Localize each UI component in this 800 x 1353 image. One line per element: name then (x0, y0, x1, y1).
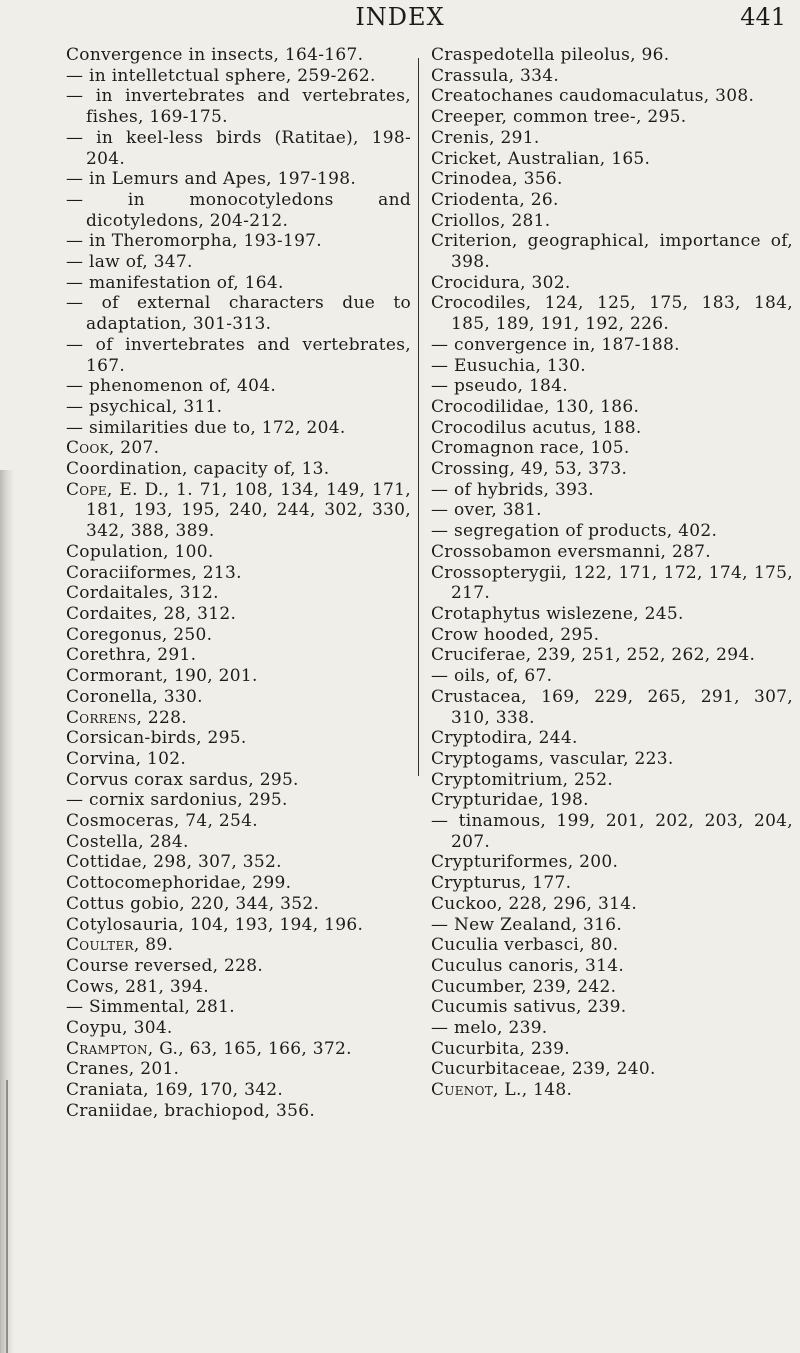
index-entry: Crustacea, 169, 229, 265, 291, 307, 310, 338. (431, 686, 793, 728)
index-entry: — segregation of products, 402. (431, 521, 718, 542)
index-entry: Corvina, 102. (66, 748, 187, 769)
index-entry: — in monocotyledons and dicotyledons, 204-212. (66, 189, 411, 231)
index-entry: Cucumber, 239, 242. (431, 976, 617, 997)
index-entry: — of external characters due to adaptation, 301-313. (66, 293, 411, 335)
index-entry: Cuculus canoris, 314. (431, 955, 625, 976)
index-entry: Cromagnon race, 105. (431, 438, 630, 459)
index-entry: Cuckoo, 228, 296, 314. (431, 893, 638, 914)
index-entry: — melo, 239. (431, 1018, 548, 1039)
index-entry: Corethra, 291. (66, 645, 197, 666)
index-entry: Cuenot, L., 148. (431, 1080, 573, 1101)
index-entry: Cruciferae, 239, 251, 252, 262, 294. (431, 645, 756, 666)
index-entry: Crampton, G., 63, 165, 166, 372. (66, 1038, 352, 1059)
index-entry: Criollos, 281. (431, 210, 551, 231)
index-entry: Cryptomitrium, 252. (431, 769, 614, 790)
index-entry: Cricket, Australian, 165. (431, 148, 651, 169)
index-entry: Cryptodira, 244. (431, 728, 578, 749)
index-entry: Convergence in insects, 164-167. (66, 45, 364, 65)
index-entry: Crenis, 291. (431, 127, 540, 148)
page-title: INDEX (355, 3, 445, 31)
index-entry: — manifestation of, 164. (66, 272, 284, 293)
index-entry: Crinodea, 356. (431, 169, 563, 190)
index-entry: Cottus gobio, 220, 344, 352. (66, 893, 320, 914)
index-entry: Cormorant, 190, 201. (66, 666, 258, 687)
index-entry: Cottidae, 298, 307, 352. (66, 852, 282, 873)
index-entry: Cucurbita, 239. (431, 1038, 570, 1059)
index-entry: Crocodilus acutus, 188. (431, 417, 642, 438)
index-entry: — Simmental, 281. (66, 997, 235, 1018)
index-entry: Craniidae, brachiopod, 356. (66, 1100, 316, 1121)
index-entry: — law of, 347. (66, 252, 193, 273)
index-entry: Cottocomephoridae, 299. (66, 873, 292, 894)
index-entry: Cordaitales, 312. (66, 583, 219, 604)
index-entry: — over, 381. (431, 500, 542, 521)
index-column-right (431, 45, 793, 1101)
index-entry: — pseudo, 184. (431, 376, 568, 397)
index-entry: Cope, E. D., 1. 71, 108, 134, 149, 171, 181, 193, 195, 240, 244, 302, 330, 342, 388, 389. (66, 479, 411, 542)
index-entry: Crocidura, 302. (431, 272, 571, 293)
index-entry: Copulation, 100. (66, 541, 214, 562)
index-entry: — cornix sardonius, 295. (66, 790, 288, 811)
index-entry: Cordaites, 28, 312. (66, 603, 237, 624)
index-entry: Corvus corax sardus, 295. (66, 769, 299, 790)
index-entry: Course reversed, 228. (66, 955, 264, 976)
index-entry: — in keel-less birds (Ratitae), 198-204. (66, 127, 411, 169)
index-entry: Crow hooded, 295. (431, 624, 600, 645)
index-entry: — of hybrids, 393. (431, 479, 594, 500)
index-entry: Crossopterygii, 122, 171, 172, 174, 175, 217. (431, 562, 793, 604)
index-entry: — of invertebrates and vertebrates, 167. (66, 334, 411, 376)
index-entry: — phenomenon of, 404. (66, 376, 277, 397)
index-entry: Corsican-birds, 295. (66, 728, 247, 749)
index-entry: — tinamous, 199, 201, 202, 203, 204, 207. (431, 811, 793, 852)
index-entry: Coraciiformes, 213. (66, 562, 242, 583)
index-entry: Cryptogams, vascular, 223. (431, 748, 674, 769)
index-entry: Crocodilidae, 130, 186. (431, 396, 640, 417)
index-entry: — psychical, 311. (66, 396, 223, 417)
index-entry: Cuculia verbasci, 80. (431, 935, 619, 956)
index-entry: — Eusuchia, 130. (431, 355, 586, 376)
index-entry: Coregonus, 250. (66, 624, 213, 645)
page-edge-line (6, 1080, 8, 1353)
index-column-left (66, 45, 411, 1122)
index-entry: Cotylosauria, 104, 193, 194, 196. (66, 914, 364, 935)
index-entry: Crypturus, 177. (431, 873, 572, 894)
index-entry: Cows, 281, 394. (66, 976, 209, 997)
index-entry: Cucurbitaceae, 239, 240. (431, 1059, 656, 1080)
index-entry: Criterion, geographical, importance of, 398. (431, 231, 793, 273)
index-entry: — in Lemurs and Apes, 197-198. (66, 169, 357, 190)
index-entry: Cucumis sativus, 239. (431, 997, 627, 1018)
index-entry: — similarities due to, 172, 204. (66, 417, 346, 438)
index-entry: — convergence in, 187-188. (431, 334, 680, 355)
index-entry: Creatochanes caudomaculatus, 308. (431, 86, 755, 107)
page-header (0, 3, 800, 33)
index-entry: Cosmoceras, 74, 254. (66, 811, 258, 832)
index-entry: Crassula, 334. (431, 65, 560, 86)
index-entry: Crotaphytus wislezene, 245. (431, 603, 684, 624)
index-entry: Cranes, 201. (66, 1059, 180, 1080)
index-entry: Correns, 228. (66, 707, 187, 728)
index-entry: Craniata, 169, 170, 342. (66, 1080, 284, 1101)
index-entry: Crocodiles, 124, 125, 175, 183, 184, 185, 189, 191, 192, 226. (431, 293, 793, 335)
index-entry: Crypturidae, 198. (431, 790, 589, 811)
index-entry: Crossing, 49, 53, 373. (431, 459, 628, 480)
index-entry: — in intelletctual sphere, 259-262. (66, 65, 376, 86)
index-entry: — in Theromorpha, 193-197. (66, 231, 323, 252)
index-entry: Craspedotella pileolus, 96. (431, 45, 670, 65)
index-entry: — oils, of, 67. (431, 666, 553, 687)
index-entry: — in invertebrates and vertebrates, fishes, 169-175. (66, 86, 411, 128)
index-entry: Costella, 284. (66, 831, 189, 852)
index-entry: Coronella, 330. (66, 686, 203, 707)
index-entry: — New Zealand, 316. (431, 914, 623, 935)
index-entry: Criodenta, 26. (431, 189, 559, 210)
index-entry: Coypu, 304. (66, 1018, 173, 1039)
page-number: 441 (740, 3, 786, 31)
column-divider (418, 58, 419, 776)
index-entry: Creeper, common tree-, 295. (431, 107, 687, 128)
index-entry: Coordination, capacity of, 13. (66, 459, 330, 480)
index-entry: Cook, 207. (66, 438, 160, 459)
index-entry: Coulter, 89. (66, 935, 174, 956)
index-entry: Crossobamon eversmanni, 287. (431, 541, 712, 562)
index-entry: Crypturiformes, 200. (431, 852, 619, 873)
